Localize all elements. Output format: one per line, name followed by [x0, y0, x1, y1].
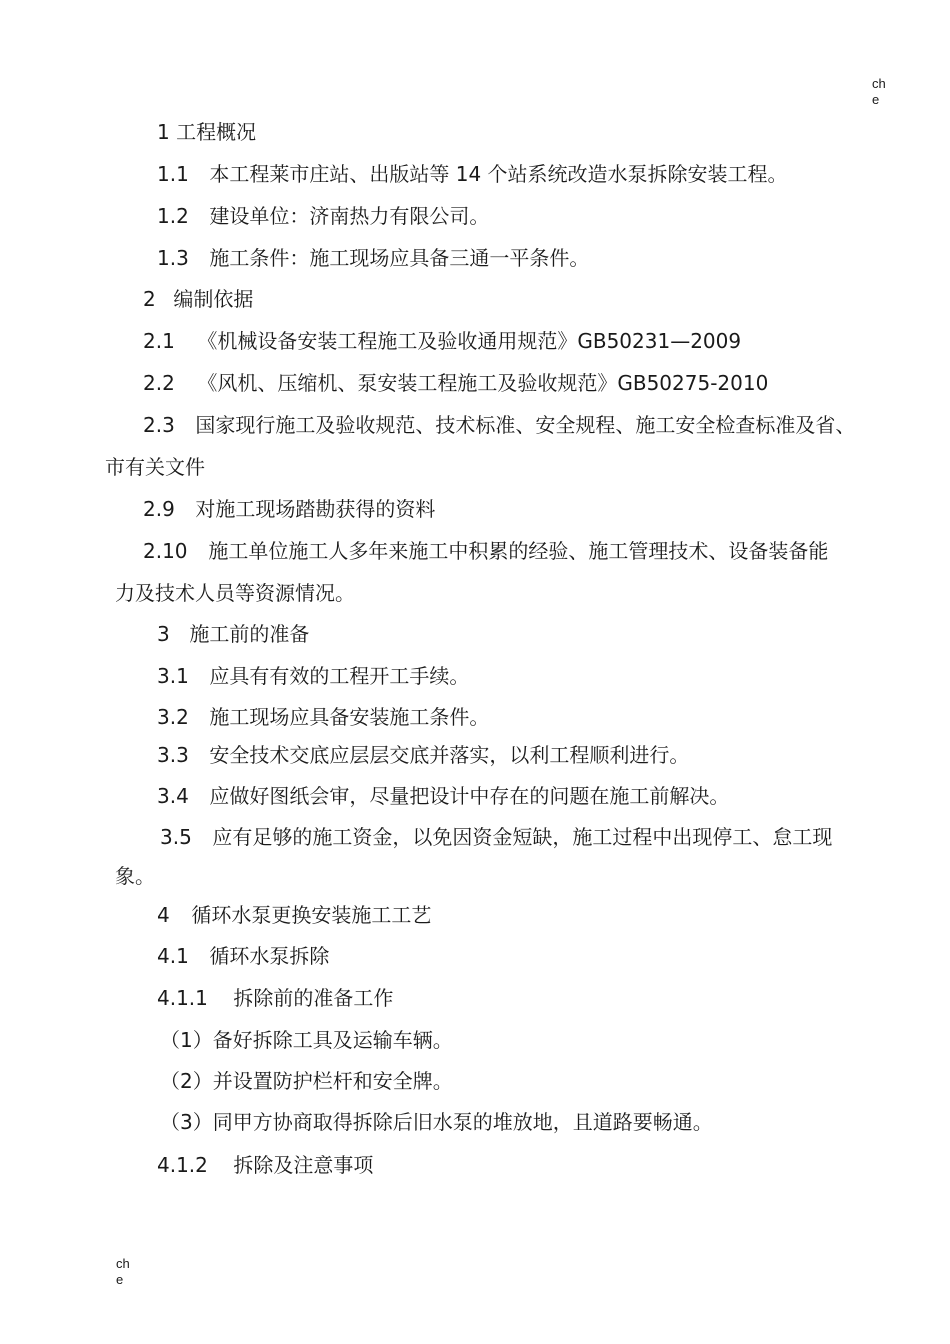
section-number: 4.1.1	[157, 986, 208, 1010]
item-4-1	[157, 944, 329, 968]
section-number: 2.3	[143, 413, 175, 437]
section-number: 2.9	[143, 497, 175, 521]
section-text: 施工前的准备	[189, 622, 310, 646]
section-number: 4.1.2	[157, 1153, 208, 1177]
section-number: 4.1	[157, 944, 189, 968]
item-3-5-continuation: 象。	[115, 864, 155, 888]
section-number: 3.4	[157, 784, 189, 808]
section-text: 施工单位施工人多年来施工中积累的经验、施工管理技术、设备装备能	[208, 539, 829, 563]
item-2-3	[143, 413, 855, 437]
heading-2	[143, 287, 253, 311]
section-text: 拆除及注意事项	[233, 1153, 374, 1177]
item-3-5	[160, 825, 832, 849]
item-4-1-1	[157, 986, 393, 1010]
section-number: 2.1	[143, 329, 175, 353]
section-text: 《机械设备安装工程施工及验收通用规范》GB50231—2009	[197, 329, 742, 353]
item-2-9	[143, 497, 435, 521]
item-2-3-continuation: 市有关文件	[105, 455, 205, 479]
item-2-10	[143, 539, 828, 563]
item-3-3	[157, 743, 689, 767]
section-number: 2.10	[143, 539, 188, 563]
item-2-2	[143, 371, 768, 395]
list-text: 同甲方协商取得拆除后旧水泵的堆放地，且道路要畅通。	[212, 1110, 713, 1134]
section-number: 4	[157, 903, 170, 927]
section-number: 3.5	[160, 825, 192, 849]
item-4-1-2	[157, 1153, 373, 1177]
footer-mark: ch e	[116, 1256, 130, 1287]
section-number: 1	[157, 120, 170, 144]
item-3-2	[157, 705, 489, 729]
item-2-10-continuation: 力及技术人员等资源情况。	[115, 581, 355, 605]
heading-1	[157, 120, 256, 144]
item-1-3	[157, 246, 589, 270]
section-number: 1.2	[157, 204, 189, 228]
list-text: 备好拆除工具及运输车辆。	[212, 1028, 453, 1052]
list-number: （2）	[160, 1069, 213, 1093]
section-number: 1.1	[157, 162, 189, 186]
header-mark: ch e	[872, 76, 886, 107]
section-number: 1.3	[157, 246, 189, 270]
list-item-1	[160, 1028, 453, 1052]
section-text: 循环水泵拆除	[209, 944, 330, 968]
section-text: 应做好图纸会审，尽量把设计中存在的问题在施工前解决。	[209, 784, 730, 808]
section-number: 3.1	[157, 664, 189, 688]
section-text: 编制依据	[173, 287, 254, 311]
section-text: 工程概况	[176, 120, 257, 144]
list-text: 并设置防护栏杆和安全牌。	[212, 1069, 453, 1093]
list-item-2	[160, 1069, 453, 1093]
section-number: 3.3	[157, 743, 189, 767]
section-text: 应有足够的施工资金，以免因资金短缺，施工过程中出现停工、怠工现	[212, 825, 833, 849]
item-1-2	[157, 204, 489, 228]
section-text: 本工程莱市庄站、出版站等 14 个站系统改造水泵拆除安装工程。	[209, 162, 788, 186]
section-text: 施工现场应具备安装施工条件。	[209, 705, 490, 729]
item-3-4	[157, 784, 729, 808]
section-text: 安全技术交底应层层交底并落实，以利工程顺利进行。	[209, 743, 690, 767]
heading-4	[157, 903, 431, 927]
section-number: 3	[157, 622, 170, 646]
heading-3	[157, 622, 309, 646]
section-text: 《风机、压缩机、泵安装工程施工及验收规范》GB50275-2010	[197, 371, 769, 395]
section-number: 3.2	[157, 705, 189, 729]
section-number: 2.2	[143, 371, 175, 395]
item-1-1	[157, 162, 788, 186]
section-number: 2	[143, 287, 156, 311]
list-item-3	[160, 1110, 713, 1134]
section-text: 建设单位：济南热力有限公司。	[209, 204, 490, 228]
section-text: 国家现行施工及验收规范、技术标准、安全规程、施工安全检查标准及省、	[195, 413, 856, 437]
item-2-1	[143, 329, 741, 353]
section-text: 对施工现场踏勘获得的资料	[195, 497, 436, 521]
section-text: 应具有有效的工程开工手续。	[209, 664, 470, 688]
section-text: 循环水泵更换安装施工工艺	[191, 903, 432, 927]
section-text: 施工条件：施工现场应具备三通一平条件。	[209, 246, 590, 270]
list-number: （1）	[160, 1028, 213, 1052]
list-number: （3）	[160, 1110, 213, 1134]
section-text: 拆除前的准备工作	[233, 986, 394, 1010]
item-3-1	[157, 664, 469, 688]
